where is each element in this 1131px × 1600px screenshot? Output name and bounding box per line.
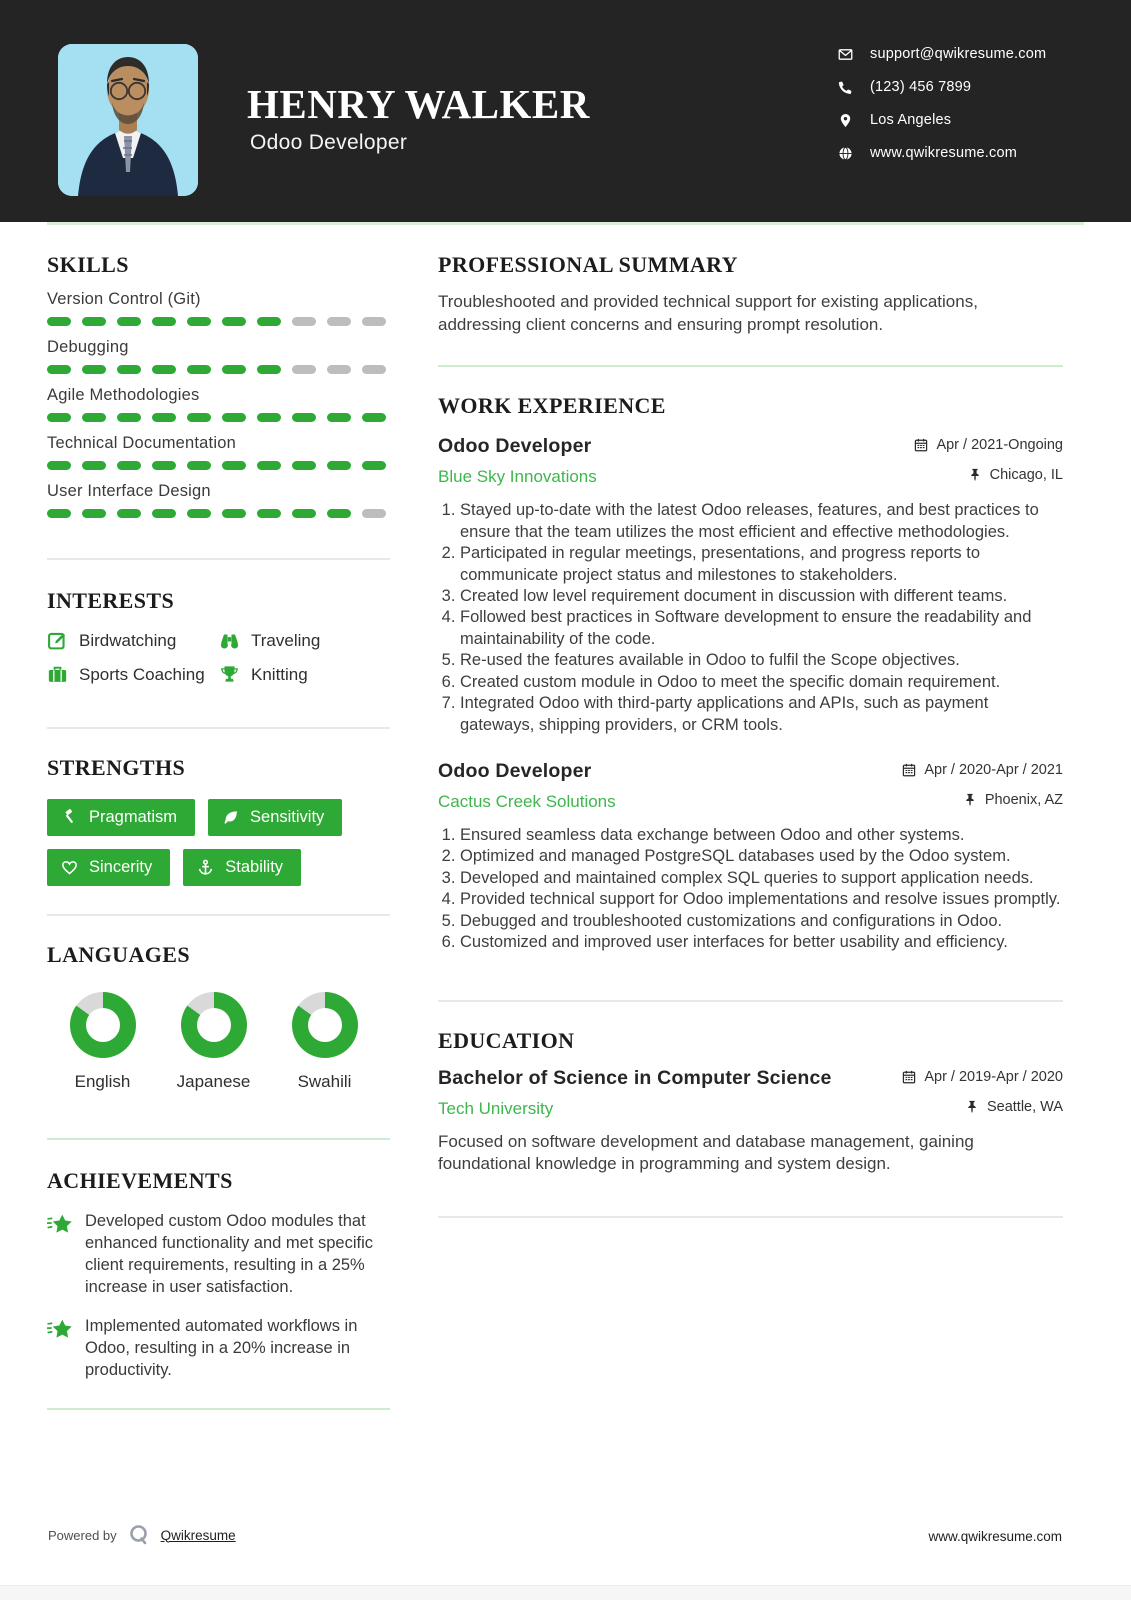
contact-list bbox=[838, 44, 1046, 176]
job-title: Odoo Developer bbox=[438, 435, 592, 458]
education-date-text: Apr / 2019-Apr / 2020 bbox=[924, 1068, 1063, 1085]
education-location bbox=[965, 1099, 1063, 1115]
interest-label: Sports Coaching bbox=[79, 664, 205, 684]
job-bullet: 2. Optimized and managed PostgreSQL databases used by the Odoo system. bbox=[460, 846, 1063, 867]
skills-section-title: SKILLS bbox=[47, 252, 129, 277]
job-bullet-list bbox=[438, 500, 1063, 736]
languages-list bbox=[47, 992, 390, 1092]
skill-level-dash bbox=[222, 413, 246, 422]
person-role: Odoo Developer bbox=[250, 131, 408, 154]
section-divider bbox=[438, 1000, 1063, 1002]
skill-level-dash bbox=[82, 461, 106, 470]
skill-item bbox=[47, 434, 390, 470]
skill-name: Agile Methodologies bbox=[47, 386, 200, 404]
language-item bbox=[47, 992, 158, 1092]
skill-level-dash bbox=[152, 413, 176, 422]
footer bbox=[48, 1524, 236, 1546]
skill-level-dash bbox=[152, 461, 176, 470]
job-bullet: 4. Provided technical support for Odoo implementations and resolve issues promptly. bbox=[460, 889, 1063, 910]
skill-level-dash bbox=[327, 461, 351, 470]
location-icon bbox=[838, 113, 853, 128]
contact-item[interactable] bbox=[838, 143, 1046, 163]
company-name: Cactus Creek Solutions bbox=[438, 792, 616, 812]
trophy-icon bbox=[219, 664, 240, 685]
pushpin-icon bbox=[968, 468, 982, 482]
skill-name: Debugging bbox=[47, 338, 129, 356]
calendar-icon bbox=[902, 1070, 916, 1084]
strengths-section-title: STRENGTHS bbox=[47, 755, 186, 780]
skill-level-dash bbox=[362, 509, 386, 518]
interests-section-title: INTERESTS bbox=[47, 588, 175, 613]
job-location-text: Phoenix, AZ bbox=[984, 792, 1063, 809]
interest-label: Traveling bbox=[251, 630, 321, 650]
strengths-list bbox=[47, 799, 390, 886]
qwikresume-logo-icon bbox=[128, 1524, 150, 1546]
powered-by-label: Powered by bbox=[48, 1527, 117, 1543]
strength-label: Sincerity bbox=[89, 858, 153, 876]
skill-level-dash bbox=[327, 317, 351, 326]
interest-item bbox=[47, 630, 219, 651]
education-section-title: EDUCATION bbox=[438, 1027, 575, 1053]
language-donut-chart bbox=[292, 992, 358, 1058]
header-band bbox=[0, 0, 1131, 222]
skill-level-dash bbox=[327, 365, 351, 374]
skill-level-dash bbox=[222, 365, 246, 374]
section-divider bbox=[47, 914, 390, 916]
qwikresume-link[interactable]: Qwikresume bbox=[160, 1527, 236, 1543]
skill-level-dash bbox=[82, 509, 106, 518]
skill-level-dash bbox=[82, 365, 106, 374]
skill-level-dash bbox=[82, 413, 106, 422]
job-entry bbox=[438, 435, 1063, 736]
skill-level-dash bbox=[152, 317, 176, 326]
skill-level-dash bbox=[187, 365, 211, 374]
skill-level-dash bbox=[257, 509, 281, 518]
strength-chip bbox=[183, 849, 301, 886]
job-bullet: 5. Re-used the features available in Odoo to fulfil the Scope objectives. bbox=[460, 650, 1063, 671]
contact-item[interactable] bbox=[838, 110, 1046, 130]
skill-level-dash bbox=[257, 413, 281, 422]
gavel-icon bbox=[61, 809, 78, 826]
skill-level-dash bbox=[222, 509, 246, 518]
envelope-icon bbox=[838, 47, 853, 62]
strength-label: Pragmatism bbox=[89, 808, 178, 826]
skill-item bbox=[47, 290, 390, 326]
job-date bbox=[902, 762, 1063, 778]
job-bullet: 4. Followed best practices in Software development to ensure the readability and maintainability of the code. bbox=[460, 607, 1063, 650]
site-url-link[interactable]: www.qwikresume.com bbox=[928, 1529, 1062, 1544]
interest-label: Birdwatching bbox=[79, 630, 177, 650]
skill-level-dash bbox=[257, 365, 281, 374]
achievement-item bbox=[47, 1316, 390, 1382]
anchor-icon bbox=[197, 859, 214, 876]
strength-chip bbox=[47, 849, 170, 886]
achievement-text: Implemented automated workflows in Odoo, resulting in a 20% increase in productivity. bbox=[85, 1316, 358, 1379]
strength-chip bbox=[208, 799, 342, 836]
skill-level-dash bbox=[187, 509, 211, 518]
skill-level-dash bbox=[362, 461, 386, 470]
leaf-icon bbox=[222, 809, 239, 826]
skill-level-dash bbox=[187, 413, 211, 422]
skill-level-dash bbox=[117, 509, 141, 518]
person-name: HENRY WALKER bbox=[247, 81, 590, 127]
language-label: Japanese bbox=[176, 1072, 251, 1091]
interest-item bbox=[219, 664, 390, 685]
language-item bbox=[158, 992, 269, 1092]
skill-level-dash bbox=[152, 509, 176, 518]
briefcase-icon bbox=[47, 664, 68, 685]
skill-item bbox=[47, 386, 390, 422]
contact-text: support@qwikresume.com bbox=[870, 46, 1047, 62]
job-bullet: 3. Developed and maintained complex SQL queries to support application needs. bbox=[460, 868, 1063, 889]
job-bullet: 1. Ensured seamless data exchange between Odoo and other systems. bbox=[460, 825, 1063, 846]
job-bullet: 5. Debugged and troubleshooted customizations and configurations in Odoo. bbox=[460, 911, 1063, 932]
job-bullet: 7. Integrated Odoo with third-party applications and APIs, such as payment gateways, shipping providers, or CRM tools. bbox=[460, 693, 1063, 736]
education-entry bbox=[438, 1067, 1063, 1176]
contact-item[interactable] bbox=[838, 77, 1046, 97]
job-bullet: 6. Created custom module in Odoo to meet the specific domain requirement. bbox=[460, 672, 1063, 693]
job-date-text: Apr / 2020-Apr / 2021 bbox=[924, 762, 1063, 779]
experience-section-title: WORK EXPERIENCE bbox=[438, 393, 666, 419]
skill-level-dash bbox=[47, 413, 71, 422]
school-name: Tech University bbox=[438, 1098, 554, 1118]
skill-level-dash bbox=[362, 317, 386, 326]
skill-level-dash bbox=[47, 365, 71, 374]
skill-level-dash bbox=[257, 317, 281, 326]
skill-name: User Interface Design bbox=[47, 482, 211, 500]
skill-level-dash bbox=[117, 365, 141, 374]
left-column bbox=[47, 252, 390, 1410]
strength-chip bbox=[47, 799, 195, 836]
languages-section-title: LANGUAGES bbox=[47, 942, 190, 967]
skill-level-dash bbox=[292, 413, 316, 422]
job-bullet: 6. Customized and improved user interfaces for better usability and efficiency. bbox=[460, 932, 1063, 953]
section-divider bbox=[438, 365, 1063, 367]
pushpin-icon bbox=[965, 1100, 979, 1114]
achievement-item bbox=[47, 1211, 390, 1299]
interest-item bbox=[47, 664, 219, 685]
strength-label: Sensitivity bbox=[250, 808, 325, 826]
job-location bbox=[968, 467, 1063, 483]
star-icon bbox=[47, 1212, 73, 1236]
section-divider bbox=[47, 727, 390, 729]
job-date bbox=[914, 437, 1063, 453]
skill-level-dash bbox=[82, 317, 106, 326]
job-entry bbox=[438, 760, 1063, 954]
job-title: Odoo Developer bbox=[438, 760, 592, 783]
interests-list bbox=[47, 630, 390, 685]
contact-text: www.qwikresume.com bbox=[870, 145, 1018, 161]
skill-level-dash bbox=[292, 509, 316, 518]
skill-level-dash bbox=[187, 461, 211, 470]
heart-icon bbox=[61, 859, 78, 876]
contact-text: (123) 456 7899 bbox=[870, 79, 972, 95]
job-bullet-list bbox=[438, 825, 1063, 954]
skill-level-dash bbox=[327, 413, 351, 422]
job-bullet: 1. Stayed up-to-date with the latest Odoo releases, features, and best practices to ensure that the team utilizes the most efficient and effective methodologies. bbox=[460, 500, 1063, 543]
education-date bbox=[902, 1069, 1063, 1085]
job-location bbox=[963, 792, 1063, 808]
achievement-text: Developed custom Odoo modules that enhanced functionality and met specific client requirements, resulting in a 25% increase in user satisfaction. bbox=[85, 1212, 374, 1296]
skill-item bbox=[47, 482, 390, 518]
summary-text: Troubleshooted and provided technical support for existing applications, addressing client concerns and ensuring prompt resolution. bbox=[438, 292, 978, 334]
skill-level-dash bbox=[257, 461, 281, 470]
skill-level-dash bbox=[362, 413, 386, 422]
skill-name: Version Control (Git) bbox=[47, 290, 201, 308]
skill-level-dash bbox=[292, 365, 316, 374]
skill-level-dash bbox=[152, 365, 176, 374]
language-label: English bbox=[74, 1072, 131, 1091]
job-bullet: 2. Participated in regular meetings, presentations, and progress reports to communicate project status and milestones to stakeholders. bbox=[460, 543, 1063, 586]
language-donut-chart bbox=[70, 992, 136, 1058]
section-divider bbox=[47, 1408, 390, 1410]
education-location-text: Seattle, WA bbox=[986, 1098, 1063, 1115]
skill-level-dash bbox=[362, 365, 386, 374]
achievements-list bbox=[47, 1211, 390, 1382]
degree-title: Bachelor of Science in Computer Science bbox=[438, 1066, 832, 1089]
interest-item bbox=[219, 630, 390, 651]
skill-level-dash bbox=[222, 317, 246, 326]
skill-level-dash bbox=[187, 317, 211, 326]
skill-level-dash bbox=[327, 509, 351, 518]
globe-icon bbox=[838, 146, 853, 161]
language-item bbox=[269, 992, 380, 1092]
phone-icon bbox=[838, 80, 853, 95]
section-divider bbox=[438, 1216, 1063, 1218]
skill-level-bar bbox=[47, 509, 390, 518]
interest-label: Knitting bbox=[251, 664, 308, 684]
job-date-text: Apr / 2021-Ongoing bbox=[936, 437, 1063, 454]
section-divider bbox=[47, 558, 390, 560]
header-accent-line bbox=[47, 222, 1084, 225]
skill-item bbox=[47, 338, 390, 374]
skill-level-dash bbox=[47, 461, 71, 470]
pencil-square-icon bbox=[47, 630, 68, 651]
binoculars-icon bbox=[219, 630, 240, 651]
skill-level-bar bbox=[47, 461, 390, 470]
calendar-icon bbox=[902, 763, 916, 777]
right-column bbox=[438, 252, 1063, 1218]
skill-level-dash bbox=[47, 509, 71, 518]
contact-item[interactable] bbox=[838, 44, 1046, 64]
skills-list bbox=[47, 290, 390, 518]
profile-photo bbox=[58, 44, 198, 196]
skill-level-bar bbox=[47, 413, 390, 422]
language-donut-chart bbox=[181, 992, 247, 1058]
skill-level-dash bbox=[117, 461, 141, 470]
skill-level-dash bbox=[292, 461, 316, 470]
skill-level-dash bbox=[292, 317, 316, 326]
skill-level-dash bbox=[47, 317, 71, 326]
strength-label: Stability bbox=[225, 858, 284, 876]
language-label: Swahili bbox=[297, 1072, 352, 1091]
contact-text: Los Angeles bbox=[870, 112, 952, 128]
job-location-text: Chicago, IL bbox=[989, 467, 1063, 484]
skill-level-dash bbox=[117, 413, 141, 422]
achievements-section-title: ACHIEVEMENTS bbox=[47, 1168, 233, 1193]
section-divider bbox=[47, 1138, 390, 1140]
education-description: Focused on software development and database management, gaining foundational knowledge in programming and system design. bbox=[438, 1131, 974, 1174]
skill-level-bar bbox=[47, 317, 390, 326]
calendar-icon bbox=[914, 438, 928, 452]
job-bullet: 3. Created low level requirement document in discussion with different teams. bbox=[460, 586, 1063, 607]
company-name: Blue Sky Innovations bbox=[438, 467, 597, 487]
skill-name: Technical Documentation bbox=[47, 434, 236, 452]
star-icon bbox=[47, 1317, 73, 1341]
skill-level-dash bbox=[222, 461, 246, 470]
pushpin-icon bbox=[963, 793, 977, 807]
skill-level-dash bbox=[117, 317, 141, 326]
skill-level-bar bbox=[47, 365, 390, 374]
summary-section-title: PROFESSIONAL SUMMARY bbox=[438, 252, 738, 277]
page-edge bbox=[0, 1585, 1131, 1600]
